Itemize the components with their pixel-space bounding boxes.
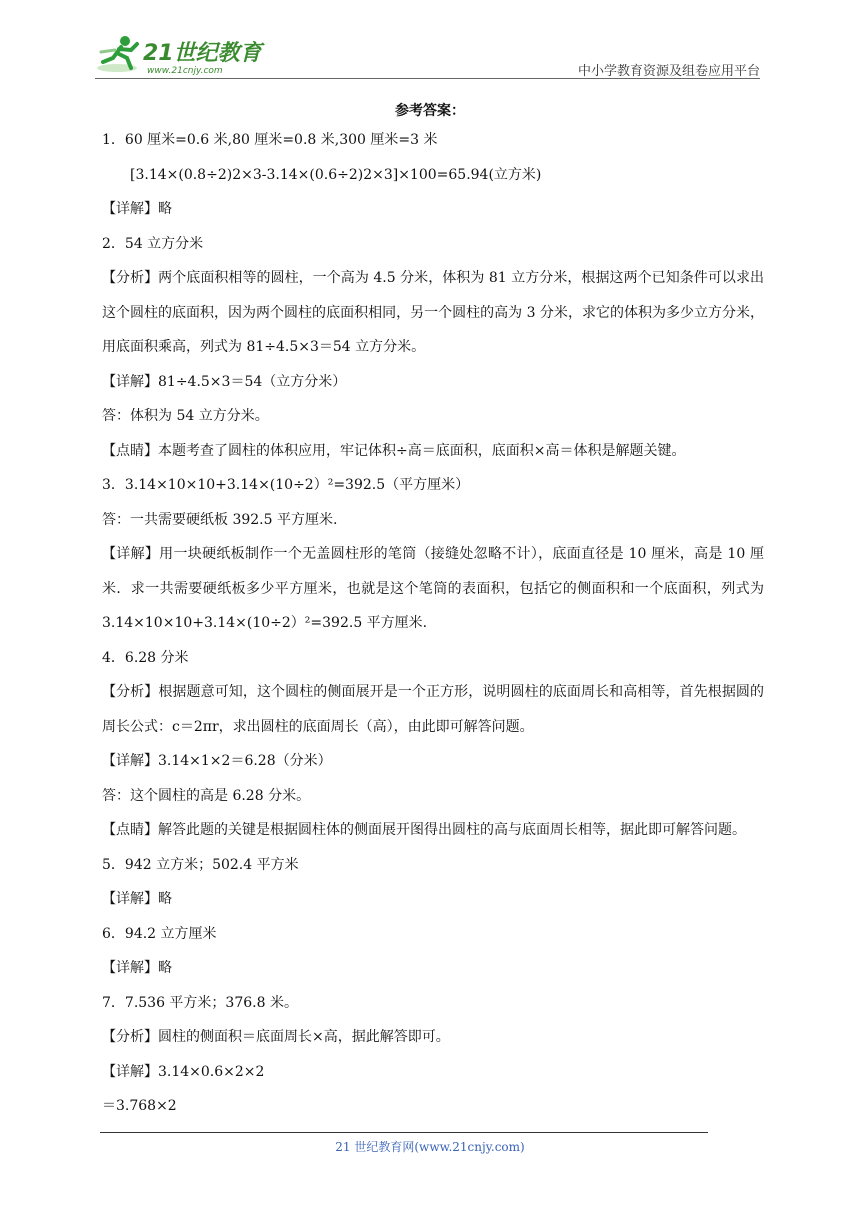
answer-3-reply: 答：一共需要硬纸板 392.5 平方厘米. bbox=[102, 511, 338, 528]
answer-2: 2．54 立方分米 bbox=[102, 235, 204, 252]
answer-4-reply: 答：这个圆柱的高是 6.28 分米。 bbox=[102, 787, 311, 804]
answer-content bbox=[102, 123, 764, 1124]
answer-4-comment: 【点睛】解答此题的关键是根据圆柱体的侧面展开图得出圆柱的高与底面周长相等，据此即可解答问题。 bbox=[102, 822, 746, 838]
answer-1: 1．60 厘米=0.6 米,80 厘米=0.8 米,300 厘米=3 米 bbox=[102, 132, 438, 148]
header-divider bbox=[95, 78, 760, 79]
answer-3-detail: 【详解】用一块硬纸板制作一个无盖圆柱形的笔筒（接缝处忽略不计），底面直径是 10 厘米，高是 10 厘米．求一共需要硬纸板多少平方厘米，也就是这个笔筒的表面积，包括它的侧面积和一个底面积，列式为 3.14×10×10+3.14×(10÷2）²=392.5 平方厘米. bbox=[102, 546, 764, 631]
logo-url: www.21cnjy.com bbox=[147, 66, 223, 76]
answer-2-detail: 【详解】81÷4.5×3＝54（立方分米） bbox=[102, 373, 347, 390]
page-title: 参考答案： bbox=[395, 103, 465, 119]
answer-7-detail: 【详解】3.14×0.6×2×2 bbox=[102, 1063, 265, 1080]
page-header bbox=[95, 30, 760, 80]
answer-7: 7．7.536 平方米；376.8 米。 bbox=[102, 994, 298, 1011]
answer-7-analysis: 【分析】圆柱的侧面积＝底面周长×高，据此解答即可。 bbox=[102, 1029, 450, 1045]
answer-7-step: ＝3.768×2 bbox=[102, 1098, 177, 1114]
page-footer: 21 世纪教育网(www.21cnjy.com) bbox=[335, 1140, 525, 1154]
answer-4-analysis: 【分析】根据题意可知，这个圆柱的侧面展开是一个正方形，说明圆柱的底面周长和高相等，首先根据圆的周长公式：c＝2πr，求出圆柱的底面周长（高），由此即可解答问题。 bbox=[102, 684, 764, 735]
answer-6: 6．94.2 立方厘米 bbox=[102, 925, 217, 942]
answer-1-detail: 【详解】略 bbox=[102, 201, 172, 217]
answer-5: 5．942 立方米；502.4 平方米 bbox=[102, 856, 299, 873]
answer-4-detail: 【详解】3.14×1×2＝6.28（分米） bbox=[102, 753, 332, 769]
answer-4: 4．6.28 分米 bbox=[102, 649, 189, 666]
site-tagline: 中小学教育资源及组卷应用平台 bbox=[577, 64, 760, 79]
answer-2-analysis: 【分析】两个底面积相等的圆柱，一个高为 4.5 分米，体积为 81 立方分米，根据这两个已知条件可以求出这个圆柱的底面积，因为两个圆柱的底面积相同，另一个圆柱的高为 3 分米，求它的体积为多少立方分米，用底面积乘高，列式为 81÷4.5×3＝54 立方分米。 bbox=[102, 270, 764, 355]
answer-2-comment: 【点睛】本题考查了圆柱的体积应用，牢记体积÷高＝底面积，底面积×高＝体积是解题关键。 bbox=[102, 442, 686, 459]
answer-3: 3．3.14×10×10+3.14×(10÷2）²=392.5（平方厘米） bbox=[102, 477, 470, 493]
answer-1-formula: [3.14×(0.8÷2)2×3-3.14×(0.6÷2)2×3]×100=65.94(立方米) bbox=[130, 166, 542, 183]
site-logo bbox=[95, 32, 275, 76]
answer-6-detail: 【详解】略 bbox=[102, 960, 172, 976]
answer-5-detail: 【详解】略 bbox=[102, 891, 172, 907]
runner-icon bbox=[97, 36, 137, 72]
logo-text: 21世纪教育 bbox=[143, 41, 262, 66]
answer-2-reply: 答：体积为 54 立方分米。 bbox=[102, 408, 269, 424]
footer-divider bbox=[100, 1132, 708, 1133]
